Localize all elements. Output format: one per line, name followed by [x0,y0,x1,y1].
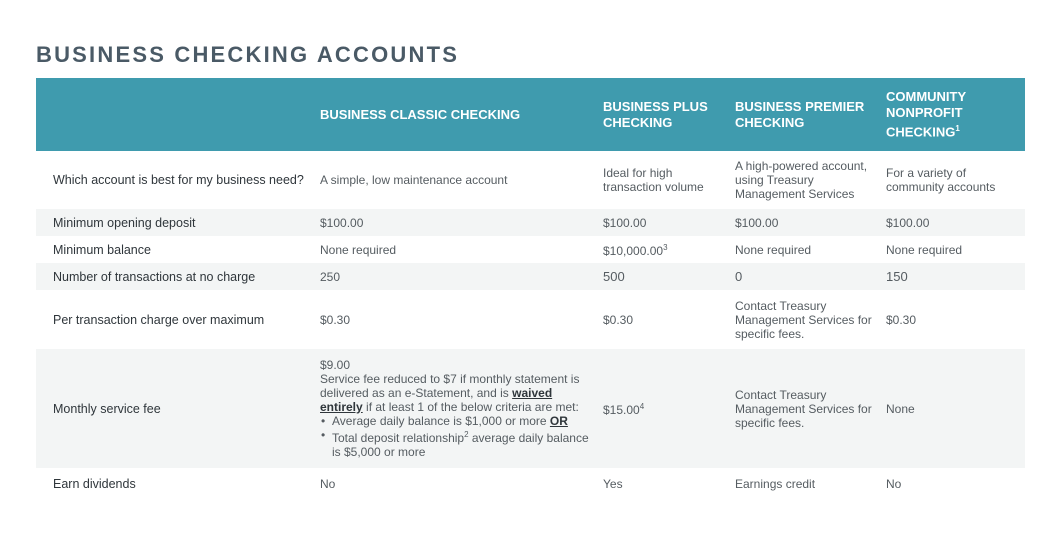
criteria-text: Total deposit relationship [332,431,465,445]
header-business-classic [315,78,598,151]
table-row [36,349,1025,468]
fee-text: Service fee reduced to $7 if monthly statement is delivered as an e-Statement, and is [320,372,580,400]
header-label: BUSINESS PLUS CHECKING [603,98,708,130]
header-business-premier [730,78,881,151]
cell-nonprofit: $0.30 [886,312,917,327]
row-label: Earn dividends [53,476,136,491]
table-row [36,236,1025,263]
cell-nonprofit: None [886,401,915,416]
header-label: COMMUNITY NONPROFIT CHECKING [886,88,966,140]
row-label: Per transaction charge over maximum [53,312,265,327]
cell-plus [598,349,730,468]
header-row [36,78,1025,151]
cell-classic: No [320,476,336,491]
header-label: BUSINESS PREMIER CHECKING [735,98,865,130]
footnote-1: 1 [955,123,960,133]
table-row [36,151,1025,209]
cell-classic [315,349,598,468]
cell-value: $15.00 [603,403,640,417]
criteria-list [320,414,594,459]
cell-value: $10,000.00 [603,244,664,258]
cell-plus: Yes [603,476,623,491]
footnote-2: 2 [464,430,469,439]
row-label: Minimum balance [53,242,151,257]
cell-premier: $100.00 [735,215,779,230]
cell-nonprofit: For a variety of community accounts [886,166,996,194]
row-label: Which account is best for my business need? [53,173,304,187]
or-text: OR [549,414,568,428]
cell-premier: Contact Treasury Management Services for specific fees. [735,298,872,341]
table-row [36,263,1025,290]
cell-plus: $0.30 [603,312,634,327]
cell-classic: None required [320,242,397,257]
cell-nonprofit: $100.00 [886,215,930,230]
cell-classic: $100.00 [320,215,364,230]
fee-text: if at least 1 of the below criteria are met: [362,400,579,414]
cell-plus: $100.00 [603,215,647,230]
cell-classic: $0.30 [320,312,351,327]
cell-nonprofit: 150 [886,268,908,284]
cell-plus: 500 [603,268,625,284]
criteria-text: average daily balance is $5,000 or more [332,431,589,459]
cell-premier: Contact Treasury Management Services for specific fees. [735,387,872,430]
page-title: BUSINESS CHECKING ACCOUNTS [36,42,460,67]
table-row [36,290,1025,349]
cell-premier: Earnings credit [735,476,816,491]
list-item [332,414,594,428]
cell-premier: None required [735,242,812,257]
row-label: Minimum opening deposit [53,215,196,230]
header-business-plus [598,78,730,151]
header-label: BUSINESS CLASSIC CHECKING [320,106,521,122]
cell-premier: A high-powered account, using Treasury Management Services [735,159,868,201]
list-item [332,428,594,459]
cell-plus [598,236,730,263]
header-community-nonprofit [881,78,1025,151]
cell-plus: Ideal for high transaction volume [603,166,704,194]
cell-nonprofit: None required [886,242,963,257]
cell-classic: A simple, low maintenance account [320,173,508,187]
cell-premier: 0 [735,268,743,284]
cell-nonprofit: No [886,476,902,491]
cell-classic: 250 [320,269,341,284]
row-label: Number of transactions at no charge [53,269,256,284]
row-label: Monthly service fee [53,401,161,416]
header-empty [36,78,315,151]
footnote-3: 3 [663,243,668,252]
table-row [36,468,1025,499]
waived-entirely: waived entirely [320,386,553,414]
comparison-table [36,78,1025,499]
footnote-4: 4 [639,402,645,411]
criteria-text: Average daily balance is $1,000 or more [332,414,550,428]
fee-amount: $9.00 [320,358,351,372]
table-row [36,209,1025,236]
